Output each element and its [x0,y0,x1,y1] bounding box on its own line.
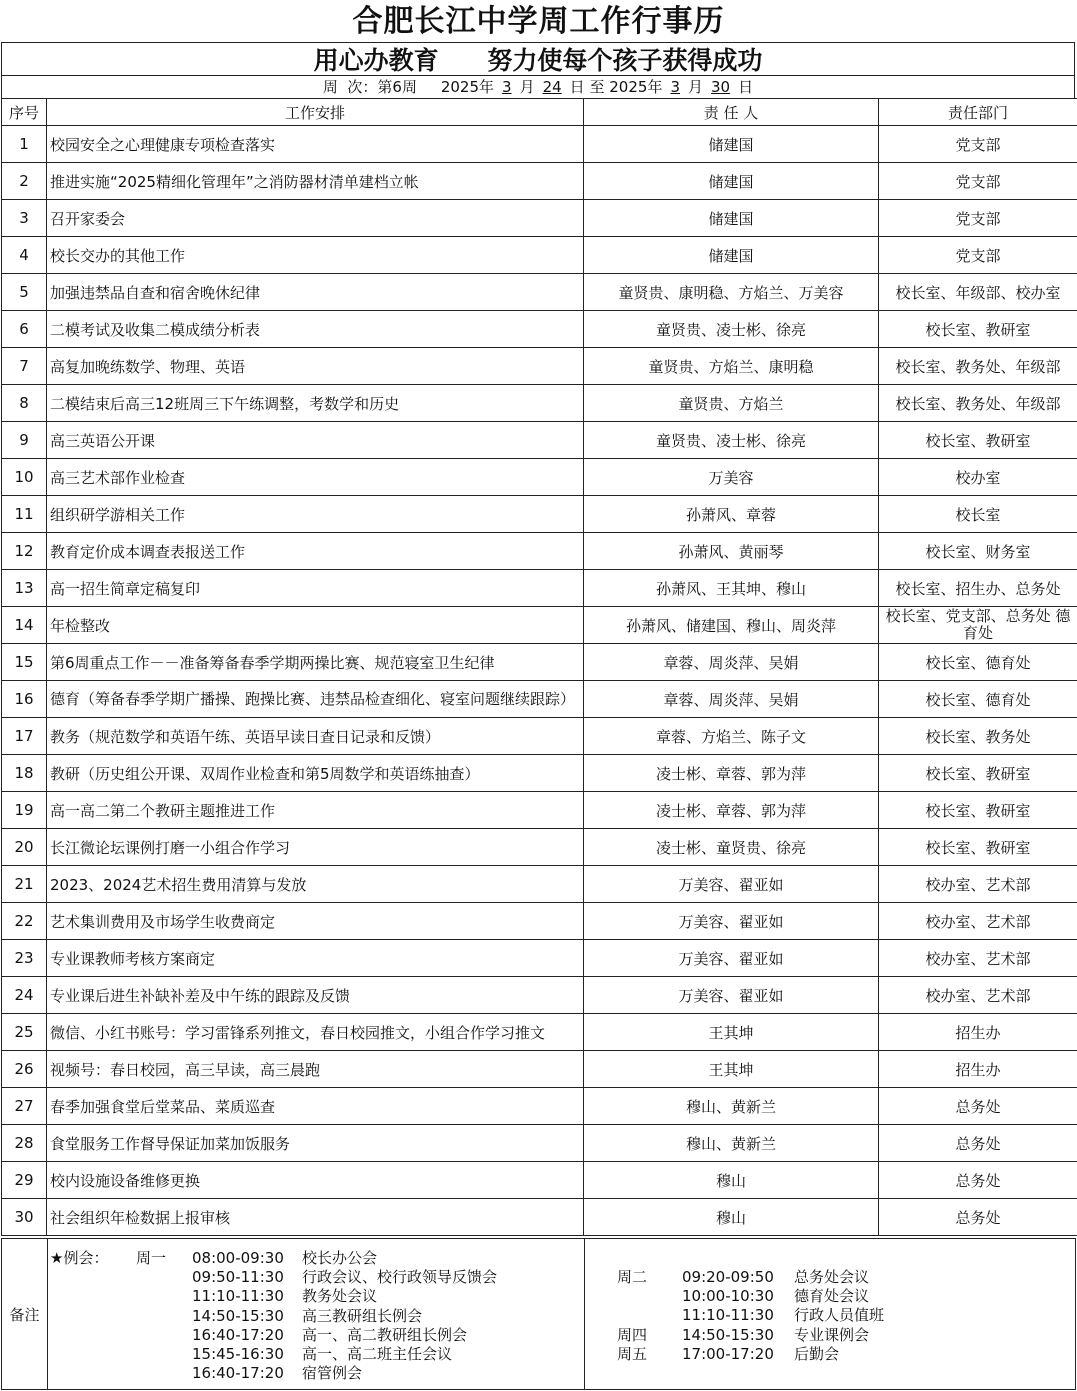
row-dept: 校长室、教研室 [879,422,1077,459]
row-task: 长江微论坛课例打磨一小组合作学习 [47,829,584,866]
row-person: 童贤贵、凌士彬、徐亮 [584,311,879,348]
table-row [2,644,1077,681]
row-number: 10 [2,459,47,496]
row-dept: 总务处 [879,1199,1077,1236]
row-person: 孙萧风、王其坤、穆山 [584,570,879,607]
row-number: 24 [2,977,47,1014]
meeting-time: 14:50-15:30 [192,1306,284,1325]
row-person: 万美容、翟亚如 [584,977,879,1014]
meeting-item: 专业课例会 [794,1325,870,1344]
row-person: 万美容、翟亚如 [584,940,879,977]
meeting-item: 高一、高二班主任会议 [302,1345,453,1363]
row-number: 28 [2,1125,47,1162]
row-number: 8 [2,385,47,422]
row-number: 25 [2,1014,47,1051]
row-dept: 校长室、教研室 [879,829,1077,866]
row-person: 凌士彬、章蓉、郭为萍 [584,792,879,829]
table-row [2,126,1077,163]
row-number: 3 [2,200,47,237]
row-dept: 校办室 [879,459,1077,496]
meeting-item: 总务处会议 [794,1268,870,1286]
row-person: 穆山、黄新兰 [584,1125,879,1162]
row-person: 童贤贵、凌士彬、徐亮 [584,422,879,459]
header-no: 序号 [2,99,47,126]
row-number: 16 [2,681,47,718]
meeting-day: 周一 [136,1249,167,1267]
week-day-word-2: 日 [738,78,754,96]
meeting-time: 11:10-11:30 [192,1287,284,1306]
row-number: 9 [2,422,47,459]
row-number: 27 [2,1088,47,1125]
week-to-day: 30 [711,78,731,96]
row-number: 12 [2,533,47,570]
row-task: 2023、2024艺术招生费用清算与发放 [47,866,584,903]
row-dept: 校长室、党支部、总务处 德育处 [879,607,1077,644]
row-person: 童贤贵、方焰兰 [584,385,879,422]
row-dept: 党支部 [879,163,1077,200]
row-dept: 招生办 [879,1051,1077,1088]
row-number: 20 [2,829,47,866]
row-task: 召开家委会 [47,200,584,237]
meeting-time: 17:00-17:20 [682,1344,774,1363]
row-dept: 校长室 [879,496,1077,533]
row-dept: 校长室、教务处、年级部 [879,348,1077,385]
week-to-month: 3 [670,78,680,96]
table-row [2,496,1077,533]
meeting-item: 行政会议、校行政领导反馈会 [302,1268,498,1287]
meeting-day: 周二 [617,1268,648,1286]
row-number: 5 [2,274,47,311]
table-body [2,126,1077,1236]
week-day-word: 日 [569,78,585,96]
table-row [2,348,1077,385]
week-label: 周 次： [322,78,378,96]
row-person: 万美容、翟亚如 [584,903,879,940]
row-task: 春季加强食堂后堂菜品、菜质巡查 [47,1088,584,1125]
row-person: 储建国 [584,163,879,200]
row-task: 艺术集训费用及市场学生收费商定 [47,903,584,940]
table-row [2,1088,1077,1125]
table-row [2,533,1077,570]
row-dept: 校长室、教研室 [879,311,1077,348]
row-person: 凌士彬、章蓉、郭为萍 [584,755,879,792]
remarks-heading: ★例会： [50,1249,109,1267]
meeting-item: 后勤会 [794,1344,840,1363]
table-row [2,422,1077,459]
meeting-time: 11:10-11:30 [682,1306,774,1325]
table-row [2,755,1077,792]
row-task: 德育（筹备春季学期广播操、跑操比赛、违禁品检查细化、寝室问题继续跟踪） [47,681,584,718]
table-row [2,385,1077,422]
row-number: 7 [2,348,47,385]
row-person: 孙萧风、章蓉 [584,496,879,533]
table-row [2,1162,1077,1199]
row-task: 高一招生简章定稿复印 [47,570,584,607]
table-row [2,163,1077,200]
meeting-item: 德育处会议 [794,1287,870,1306]
row-number: 2 [2,163,47,200]
row-task: 教育定价成本调查表报送工作 [47,533,584,570]
row-number: 19 [2,792,47,829]
row-dept: 校长室、教研室 [879,755,1077,792]
row-number: 26 [2,1051,47,1088]
row-task: 校内设施设备维修更换 [47,1162,584,1199]
table-row [2,274,1077,311]
week-number: 第6周 [377,78,417,96]
table-row [2,866,1077,903]
row-number: 29 [2,1162,47,1199]
week-to-year: 2025年 [609,78,663,96]
row-task: 高一高二第二个教研主题推进工作 [47,792,584,829]
table-row [2,237,1077,274]
meeting-day: 周四 [617,1325,648,1344]
row-task: 二模结束后高三12班周三下午练调整，考数学和历史 [47,385,584,422]
meeting-item: 宿管例会 [302,1364,363,1383]
row-number: 21 [2,866,47,903]
row-person: 王其坤 [584,1051,879,1088]
row-dept: 校长室、教务处、年级部 [879,385,1077,422]
row-dept: 招生办 [879,1014,1077,1051]
row-person: 万美容、翟亚如 [584,866,879,903]
row-dept: 党支部 [879,200,1077,237]
row-task: 高三艺术部作业检查 [47,459,584,496]
row-task: 微信、小红书账号：学习雷锋系列推文，春日校园推文，小组合作学习推文 [47,1014,584,1051]
row-task: 年检整改 [47,607,584,644]
row-dept: 校长室、教研室 [879,792,1077,829]
row-person: 储建国 [584,126,879,163]
page-title: 合肥长江中学周工作行事历 [352,4,725,39]
row-task: 组织研学游相关工作 [47,496,584,533]
row-task: 第6周重点工作－－准备筹备春季学期两操比赛、规范寝室卫生纪律 [47,644,584,681]
remarks-label: 备注 [2,1239,48,1389]
week-from-day: 24 [542,78,562,96]
row-dept: 校长室、德育处 [879,681,1077,718]
meeting-item: 校长办公会 [302,1249,378,1267]
row-person: 孙萧风、黄丽琴 [584,533,879,570]
row-dept: 校办室、艺术部 [879,977,1077,1014]
row-person: 凌士彬、童贤贵、徐亮 [584,829,879,866]
row-person: 童贤贵、康明稳、方焰兰、万美容 [584,274,879,311]
meeting-item: 行政人员值班 [794,1306,885,1325]
row-task: 高复加晚练数学、物理、英语 [47,348,584,385]
row-person: 章蓉、周炎萍、吴娟 [584,644,879,681]
row-dept: 校办室、艺术部 [879,866,1077,903]
meeting-time: 16:40-17:20 [192,1325,284,1344]
row-dept: 党支部 [879,126,1077,163]
table-row [2,829,1077,866]
table-row [2,570,1077,607]
meeting-time: 14:50-15:30 [682,1325,774,1344]
row-dept: 校长室、教务处 [879,718,1077,755]
header-dept: 责任部门 [879,99,1077,126]
row-task: 专业课后进生补缺补差及中午练的跟踪及反馈 [47,977,584,1014]
row-dept: 校长室、年级部、校办室 [879,274,1077,311]
meeting-time: 09:20-09:50 [682,1268,774,1286]
table-row [2,792,1077,829]
table-row [2,940,1077,977]
table-row [2,311,1077,348]
table-row [2,1051,1077,1088]
schedule-table [1,98,1077,1236]
row-number: 23 [2,940,47,977]
remarks-divider [584,1239,585,1389]
row-person: 穆山 [584,1199,879,1236]
table-row [2,681,1077,718]
row-person: 储建国 [584,237,879,274]
meeting-time: 15:45-16:30 [192,1345,284,1363]
row-dept: 校长室、财务室 [879,533,1077,570]
week-month-word-2: 月 [688,78,704,96]
row-number: 1 [2,126,47,163]
row-dept: 校办室、艺术部 [879,940,1077,977]
week-from-year: 2025年 [440,78,495,96]
row-person: 王其坤 [584,1014,879,1051]
row-task: 教研（历史组公开课、双周作业检查和第5周数学和英语练抽查） [47,755,584,792]
row-dept: 总务处 [879,1125,1077,1162]
row-person: 孙萧风、储建国、穆山、周炎萍 [584,607,879,644]
table-row [2,459,1077,496]
row-number: 18 [2,755,47,792]
row-task: 校长交办的其他工作 [47,237,584,274]
row-person: 童贤贵、方焰兰、康明稳 [584,348,879,385]
row-task: 视频号：春日校园，高三早读，高三晨跑 [47,1051,584,1088]
meeting-day: 周五 [617,1344,648,1363]
row-number: 14 [2,607,47,644]
row-dept: 党支部 [879,237,1077,274]
row-dept: 校长室、德育处 [879,644,1077,681]
table-header-row [2,99,1077,126]
table-row [2,1014,1077,1051]
table-row [2,607,1077,644]
row-task: 二模考试及收集二模成绩分析表 [47,311,584,348]
table-row [2,1199,1077,1236]
row-number: 11 [2,496,47,533]
row-number: 13 [2,570,47,607]
row-task: 高三英语公开课 [47,422,584,459]
remarks-section [1,1238,1076,1390]
row-number: 30 [2,1199,47,1236]
row-task: 教务（规范数学和英语午练、英语早读日查日记录和反馈） [47,718,584,755]
row-dept: 总务处 [879,1162,1077,1199]
row-task: 加强违禁品自查和宿舍晚休纪律 [47,274,584,311]
meeting-time: 09:50-11:30 [192,1268,284,1287]
row-person: 穆山、黄新兰 [584,1088,879,1125]
row-number: 17 [2,718,47,755]
meeting-item: 教务处会议 [302,1287,378,1306]
row-person: 穆山 [584,1162,879,1199]
row-dept: 校办室、艺术部 [879,903,1077,940]
row-person: 储建国 [584,200,879,237]
table-row [2,1125,1077,1162]
row-person: 万美容 [584,459,879,496]
row-person: 章蓉、周炎萍、吴娟 [584,681,879,718]
week-to-word: 至 [589,78,605,96]
week-from-month: 3 [502,78,512,96]
table-row [2,200,1077,237]
row-task: 专业课教师考核方案商定 [47,940,584,977]
row-number: 4 [2,237,47,274]
header-task: 工作安排 [47,99,584,126]
row-task: 社会组织年检数据上报审核 [47,1199,584,1236]
row-number: 6 [2,311,47,348]
meeting-time: 08:00-09:30 [192,1249,284,1267]
meeting-time: 16:40-17:20 [192,1364,284,1383]
row-number: 22 [2,903,47,940]
meeting-item: 高三教研组长例会 [302,1306,423,1325]
table-row [2,977,1077,1014]
row-number: 15 [2,644,47,681]
week-month-word: 月 [519,78,535,96]
table-row [2,718,1077,755]
meeting-item: 高一、高二教研组长例会 [302,1325,468,1344]
row-task: 校园安全之心理健康专项检查落实 [47,126,584,163]
table-row [2,903,1077,940]
row-dept: 校长室、招生办、总务处 [879,570,1077,607]
meeting-time: 10:00-10:30 [682,1287,774,1306]
row-task: 食堂服务工作督导保证加菜加饭服务 [47,1125,584,1162]
week-range [1,76,1075,98]
row-dept: 总务处 [879,1088,1077,1125]
row-person: 章蓉、方焰兰、陈子文 [584,718,879,755]
header-person: 责 任 人 [584,99,879,126]
motto-banner: 用心办教育 努力使每个孩子获得成功 [1,42,1075,76]
row-task: 推进实施“2025精细化管理年”之消防器材清单建档立帐 [47,163,584,200]
